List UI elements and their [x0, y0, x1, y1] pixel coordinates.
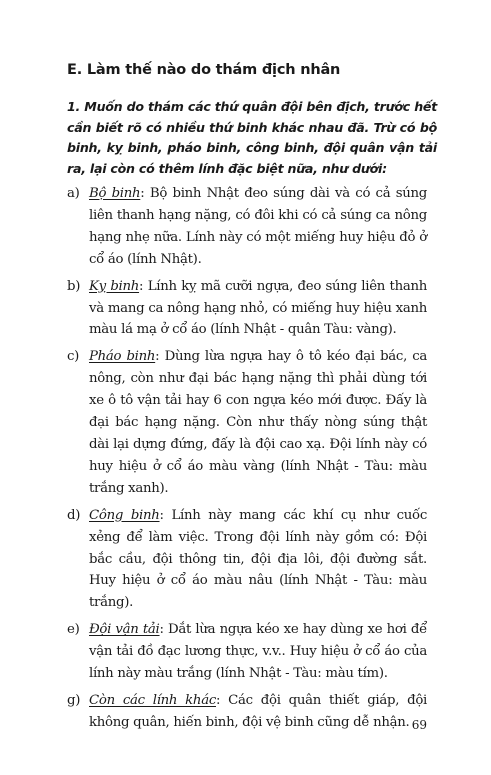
item-text: : Dùng lừa ngựa hay ô tô kéo đại bác, ca nông, còn như đại bác hạng nặng thì phải dùng tới xe ô tô vận tải hay 6 con ngựa kéo mới được. Đấy là đại bác hạng nặng. Còn như thấy nòng súng thật dài lại dựng đứng, đấy là đội cao xạ. Đội lính này có huy hiệu ở cổ áo màu vàng (lính Nhật - Tàu: màu trắng xanh).: [89, 349, 427, 496]
list-item: [67, 276, 427, 342]
list-marker: d): [67, 507, 81, 523]
list-item: [67, 619, 427, 685]
item-term: Kỵ binh: [89, 278, 140, 294]
list-marker: g): [67, 692, 81, 708]
list-marker: b): [67, 278, 81, 294]
list-item-body: [89, 346, 427, 499]
list-item-body: [89, 183, 427, 271]
item-term: Đội vận tải: [89, 622, 160, 638]
list-item: [67, 690, 427, 734]
section-heading: E. Làm thế nào do thám địch nhân: [67, 62, 341, 78]
item-term: Còn các lính khác: [89, 692, 216, 708]
list-marker: c): [67, 349, 80, 365]
list-item: [67, 346, 427, 499]
list-item: [67, 183, 427, 271]
item-text: : Bộ binh Nhật đeo súng dài và có cả súng liên thanh hạng nặng, có đôi khi có cả súng ca nông hạng nhẹ nữa. Lính này có một miếng huy hiệu đỏ ở cổ áo (lính Nhật).: [89, 186, 428, 267]
item-term: Công binh: [89, 507, 160, 523]
item-text: : Các đội quân thiết giáp, đội không quân, hiến binh, đội vệ binh cũng dễ nhận.: [89, 692, 427, 730]
troop-type-list: [67, 183, 427, 739]
intro-paragraph: 1. Muốn do thám các thứ quân đội bên địch, trước hết cần biết rõ có nhiều thứ binh khác nhau đã. Trừ có bộ binh, kỵ binh, pháo binh, công binh, đội quân vận tải ra, lại còn có thêm lính đặc biệt nữa, như dưới:: [67, 99, 437, 176]
list-item-body: [89, 505, 427, 615]
item-text: : Lính này mang các khí cụ như cuốc xẻng để làm việc. Trong đội lính này gồm có: Đội bắc cầu, đội thông tin, đội địa lôi, đội đường sắt. Huy hiệu ở cổ áo màu nâu (lính Nhật - Tàu: màu trắng).: [89, 507, 427, 611]
list-item-body: [89, 690, 427, 734]
item-term: Bộ binh: [89, 186, 141, 201]
page-number: 69: [411, 718, 427, 732]
item-text: : Dắt lừa ngựa kéo xe hay dùng xe hơi để vận tải đồ đạc lương thực, v.v.. Huy hiệu ở cổ áo của lính này màu trắng (lính Nhật - Tàu: màu tím).: [89, 622, 428, 682]
item-term: Pháo binh: [89, 349, 156, 365]
list-marker: a): [67, 186, 80, 201]
list-marker: e): [67, 622, 80, 638]
list-item: [67, 505, 427, 615]
list-item-body: [89, 619, 427, 685]
list-item-body: [89, 276, 427, 342]
item-text: : Lính kỵ mã cưỡi ngựa, đeo súng liên thanh và mang ca nông hạng nhỏ, có miếng huy hiệu xanh màu lá mạ ở cổ áo (lính Nhật - quân Tàu: vàng).: [89, 278, 427, 338]
